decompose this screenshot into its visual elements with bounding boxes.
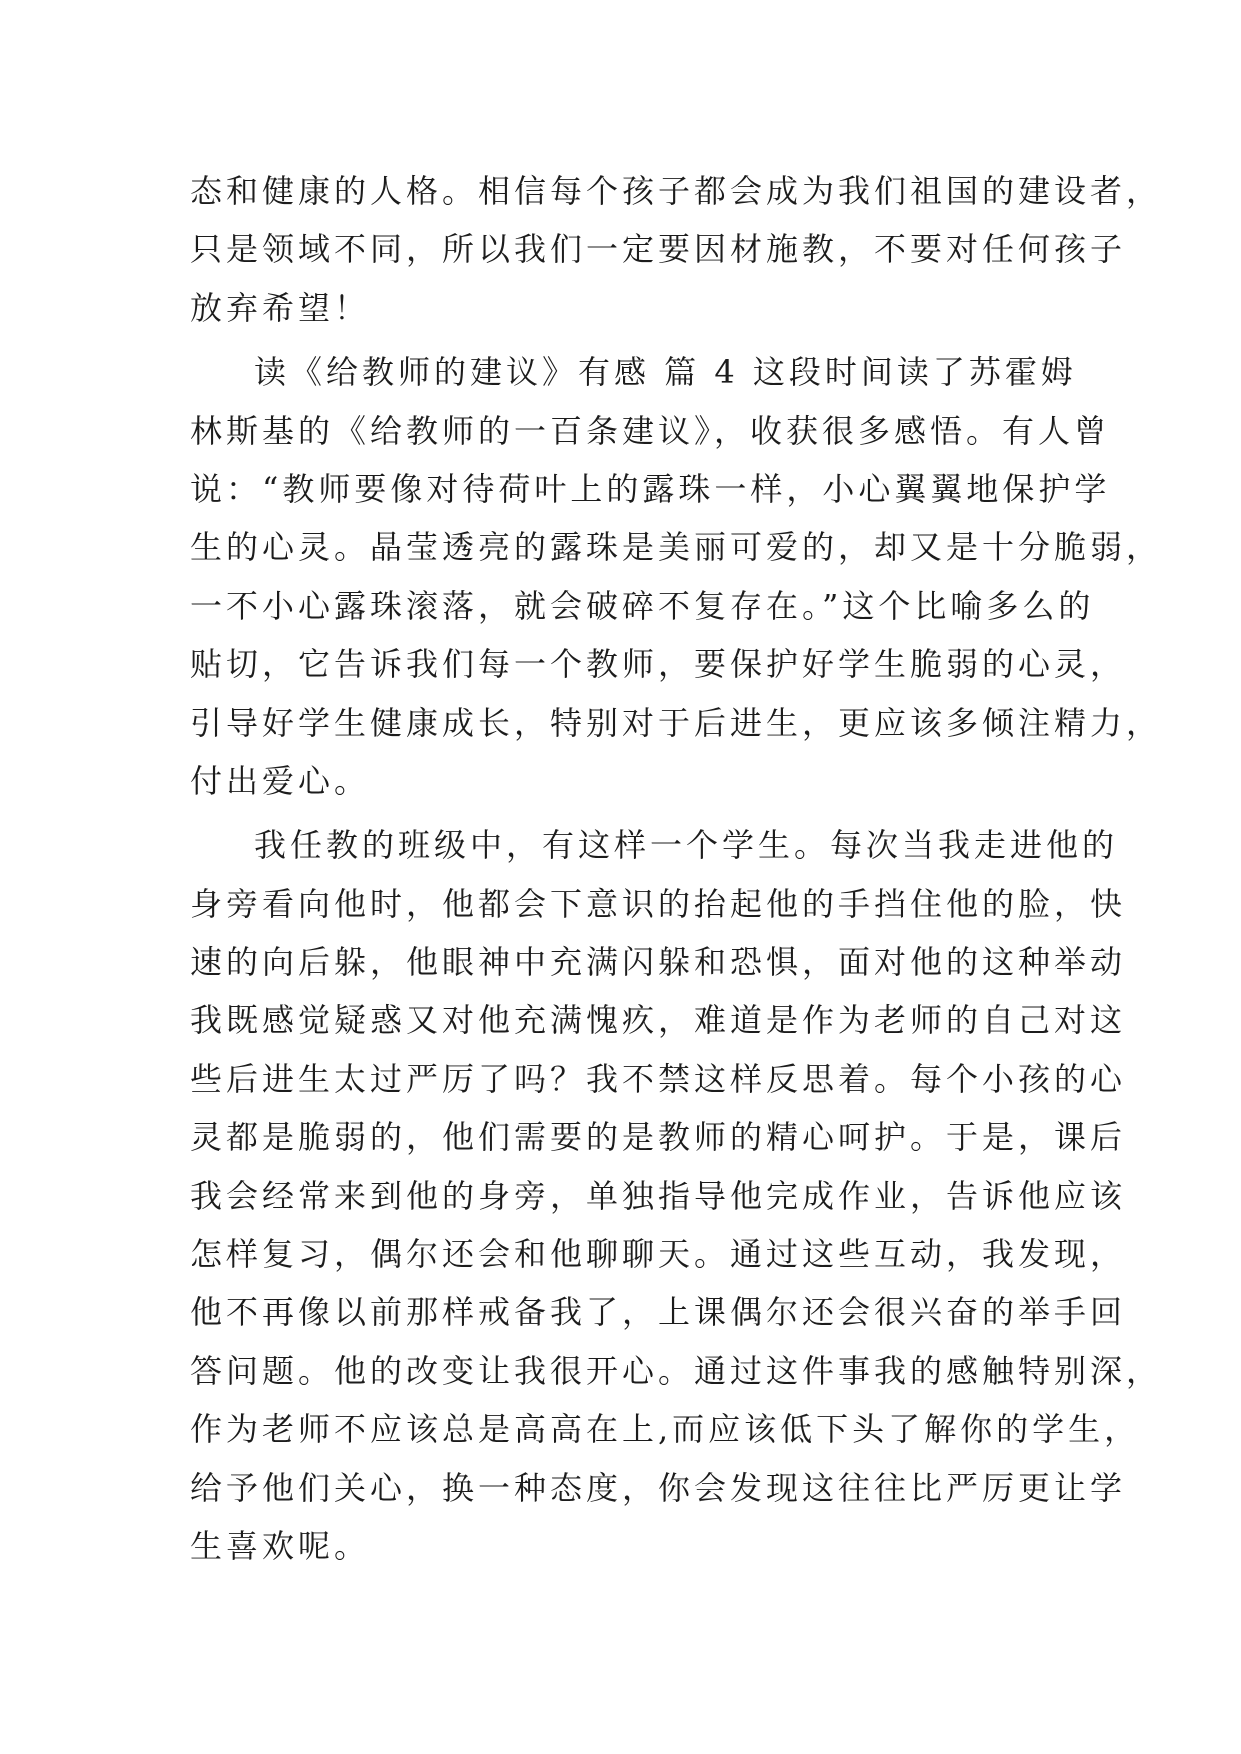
text-line: 我任教的班级中，有这样一个学生。每次当我走进他的: [254, 826, 1119, 865]
text-line: 身旁看向他时，他都会下意识的抬起他的手挡住他的脸，快: [190, 884, 1127, 923]
paragraph-2: [190, 343, 1163, 810]
text-line: 放弃希望！: [190, 288, 371, 327]
text-line: 些后进生太过严厉了吗？我不禁这样反思着。每个小孩的心: [190, 1059, 1127, 1098]
document-body: [190, 162, 1163, 1575]
text-line: 说：“教师要像对待荷叶上的露珠一样，小心翼翼地保护学: [190, 469, 1111, 508]
text-line: 付出爱心。: [190, 761, 371, 800]
text-line: 作为老师不应该总是高高在上,而应该低下头了解你的学生，: [190, 1410, 1141, 1449]
text-line: 读《给教师的建议》有感 篇 4 这段时间读了苏霍姆: [254, 353, 1077, 392]
text-line: 引导好学生健康成长，特别对于后进生，更应该多倾注精力，: [190, 703, 1163, 742]
text-line: 贴切，它告诉我们每一个教师，要保护好学生脆弱的心灵，: [190, 645, 1127, 684]
text-line: 我既感觉疑惑又对他充满愧疚，难道是作为老师的自己对这: [190, 1001, 1127, 1040]
text-line: 态和健康的人格。相信每个孩子都会成为我们祖国的建设者，: [190, 172, 1163, 210]
paragraph-1: [190, 162, 1163, 337]
text-line: 生喜欢呢。: [190, 1526, 371, 1565]
text-line: 林斯基的《给教师的一百条建议》，收获很多感悟。有人曾: [190, 411, 1111, 450]
text-line: 灵都是脆弱的，他们需要的是教师的精心呵护。于是，课后: [190, 1118, 1127, 1157]
text-line: 怎样复习，偶尔还会和他聊聊天。通过这些互动，我发现，: [190, 1235, 1127, 1274]
text-line: 生的心灵。晶莹透亮的露珠是美丽可爱的，却又是十分脆弱，: [190, 528, 1163, 567]
text-line: 只是领域不同，所以我们一定要因材施教，不要对任何孩子: [190, 230, 1127, 269]
paragraph-3: [190, 816, 1163, 1575]
text-line: 答问题。他的改变让我很开心。通过这件事我的感触特别深，: [190, 1351, 1163, 1390]
text-line: 他不再像以前那样戒备我了，上课偶尔还会很兴奋的举手回: [190, 1293, 1127, 1332]
text-line: 我会经常来到他的身旁，单独指导他完成作业，告诉他应该: [190, 1176, 1127, 1215]
text-line: 给予他们关心，换一种态度，你会发现这往往比严厉更让学: [190, 1468, 1127, 1507]
text-line: 一不小心露珠滚落，就会破碎不复存在。”这个比喻多么的: [190, 586, 1095, 625]
text-line: 速的向后躲，他眼神中充满闪躲和恐惧，面对他的这种举动: [190, 943, 1127, 982]
